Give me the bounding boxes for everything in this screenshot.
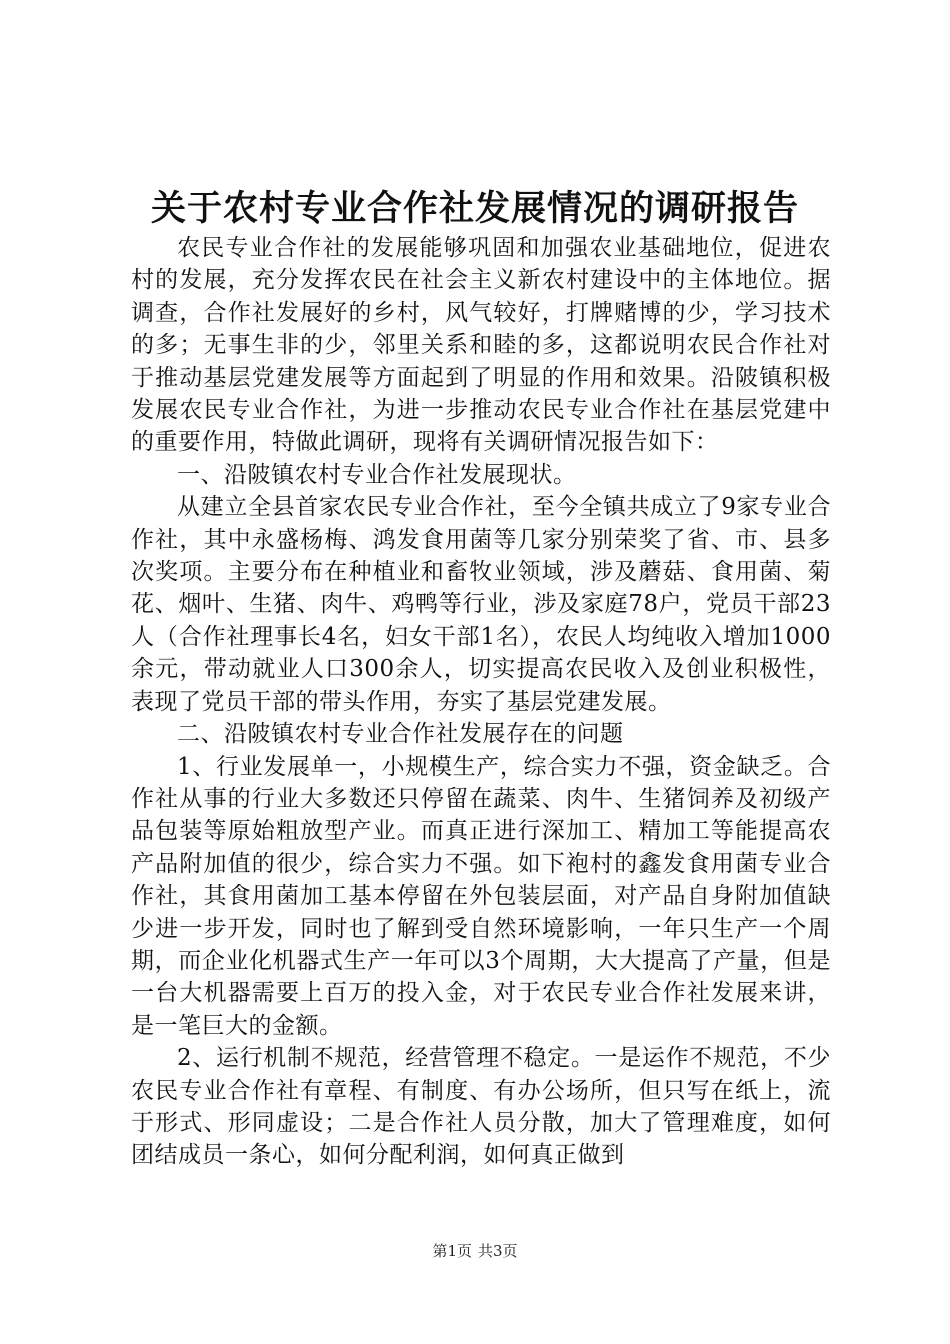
paragraph-intro: 农民专业合作社的发展能够巩固和加强农业基础地位，促进农村的发展，充分发挥农民在社会主义新农村建设中的主体地位。据调查，合作社发展好的乡村，风气较好，打牌赌博的少，学习技术的多；无事生非的少，邻里关系和睦的多，这都说明农民合作社对于推动基层党建发展等方面起到了明显的作用和效果。沿陂镇积极发展农民专业合作社，为进一步推动农民专业合作社在基层党建中的重要作用，特做此调研，现将有关调研情况报告如下： (131, 235, 831, 456)
document-title: 关于农村专业合作社发展情况的调研报告 (150, 188, 799, 229)
paragraph-problem-2: 2、运行机制不规范，经营管理不稳定。一是运作不规范，不少农民专业合作社有章程、有制度、有办公场所，但只写在纸上，流于形式、形同虚设；二是合作社人员分散，加大了管理难度，如何团结成员一条心，如何分配利润，如何真正做到 (131, 1045, 831, 1169)
page-total: 共3页 (478, 1242, 518, 1260)
page-number: 第1页 (432, 1242, 472, 1260)
page-footer (0, 1241, 950, 1261)
section-heading-2: 二、沿陂镇农村专业合作社发展存在的问题 (177, 721, 624, 748)
paragraph-problem-1: 1、行业发展单一，小规模生产，综合实力不强，资金缺乏。合作社从事的行业大多数还只停留在蔬菜、肉牛、生猪饲养及初级产品包装等原始粗放型产业。而真正进行深加工、精加工等能提高农产品附加值的很少，综合实力不强。如下袍村的鑫发食用菌专业合作社，其食用菌加工基本停留在外包装层面，对产品自身附加值缺少进一步开发，同时也了解到受自然环境影响，一年只生产一个周期，而企业化机器式生产一年可以3个周期，大大提高了产量，但是一台大机器需要上百万的投入金，对于农民专业合作社发展来讲，是一笔巨大的金额。 (131, 753, 831, 1039)
document-body (131, 232, 831, 1172)
section-heading-1: 一、沿陂镇农村专业合作社发展现状。 (177, 461, 577, 488)
paragraph-status: 从建立全县首家农民专业合作社，至今全镇共成立了9家专业合作社，其中永盛杨梅、鸿发食用菌等几家分别荣奖了省、市、县多次奖项。主要分布在种植业和畜牧业领域，涉及蘑菇、食用菌、菊花、烟叶、生猪、肉牛、鸡鸭等行业，涉及家庭78户，党员干部23人（合作社理事长4名，妇女干部1名），农民人均纯收入增加1000余元，带动就业人口300余人，切实提高农民收入及创业积极性，表现了党员干部的带头作用，夯实了基层党建发展。 (131, 494, 831, 715)
